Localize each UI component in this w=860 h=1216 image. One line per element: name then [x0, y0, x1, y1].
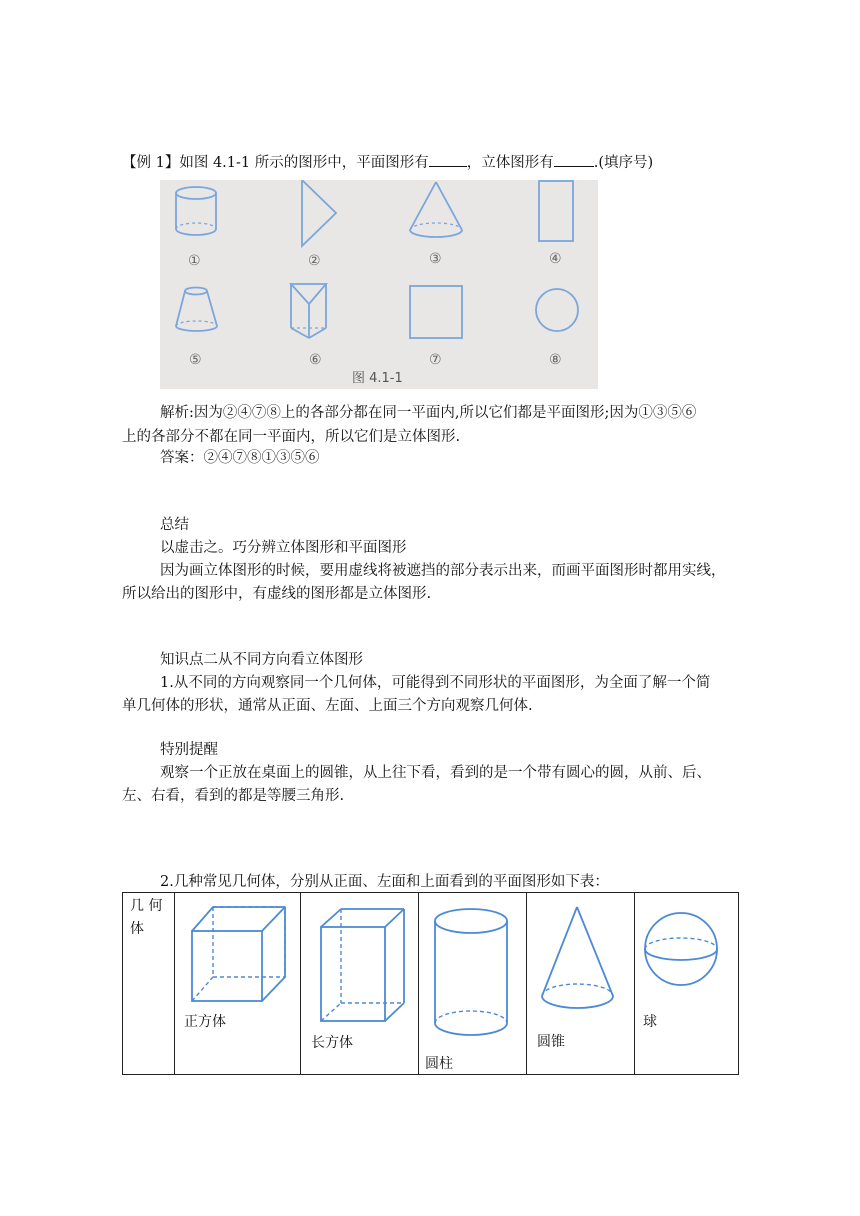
- point2-heading: 知识点二从不同方向看立体图形: [160, 652, 363, 668]
- example-question: [122, 151, 653, 172]
- cuboid-cell: [301, 893, 419, 1075]
- table-intro: 2.几种常见几何体，分别从正面、左面和上面看到的平面图形如下表：: [160, 874, 609, 890]
- point2-line-2: 单几何体的形状，通常从正面、左面、上面三个方向观察几何体.: [122, 698, 533, 714]
- figure-label-6: ⑥: [309, 352, 322, 368]
- summary-line-1: 因为画立体图形的时候，要用虚线将被遮挡的部分表示出来，而画平面图形时都用实线，: [160, 563, 726, 579]
- figure-shapes: [160, 180, 598, 389]
- figure-4-1-1: [160, 180, 598, 389]
- analysis-line-2: 上的各部分不都在同一平面内，所以它们是立体图形.: [122, 429, 461, 445]
- sphere-cell: [635, 893, 739, 1075]
- summary-heading: 总结: [160, 517, 189, 533]
- figure-label-3: ③: [429, 251, 442, 267]
- solids-table: [122, 892, 739, 1075]
- example-mid: ，立体图形有: [466, 155, 554, 171]
- figure-label-4: ④: [549, 251, 562, 267]
- answer-blank-planar: [429, 152, 467, 167]
- summary-line-2: 所以给出的图形中，有虚线的图形都是立体图形.: [122, 586, 432, 602]
- solid-name-cylinder: 圆柱: [425, 1056, 453, 1072]
- cylinder-drawing: [419, 893, 526, 1074]
- figure-label-5: ⑤: [189, 352, 202, 368]
- cube-cell: [175, 893, 301, 1075]
- frustum-figure: [176, 288, 217, 332]
- summary-subtitle: 以虚击之。巧分辨立体图形和平面图形: [160, 540, 407, 556]
- table-row: [123, 893, 739, 1075]
- header-line-2: 体: [130, 921, 144, 937]
- example-suffix: .(填序号): [593, 155, 654, 171]
- prism-figure: [291, 284, 326, 338]
- cylinder-figure: [176, 187, 216, 235]
- cone-cell: [527, 893, 635, 1075]
- solid-name-cone: 圆锥: [537, 1034, 565, 1050]
- solid-name-sphere: 球: [643, 1014, 657, 1030]
- solid-name-cuboid: 长方体: [311, 1035, 353, 1051]
- cone-figure: [410, 182, 462, 237]
- figure-label-1: ①: [188, 253, 201, 269]
- reminder-line-2: 左、右看，看到的都是等腰三角形.: [122, 788, 345, 804]
- reminder-line-1: 观察一个正放在桌面上的圆锥，从上往下看，看到的是一个带有圆心的圆，从前、后、: [160, 765, 711, 781]
- figure-label-7: ⑦: [429, 352, 442, 368]
- rectangle-figure: [539, 181, 573, 241]
- cylinder-cell: [419, 893, 527, 1075]
- reminder-heading: 特别提醒: [160, 742, 218, 758]
- circle-figure: [536, 289, 578, 331]
- answer-line: 答案：②④⑦⑧①③⑤⑥: [160, 450, 320, 466]
- example-prefix: 【例 1】如图 4.1-1 所示的图形中，平面图形有: [122, 155, 429, 171]
- figure-caption: 图 4.1-1: [352, 371, 403, 386]
- header-line-1: 几 何: [130, 898, 163, 914]
- point2-line-1: 1.从不同的方向观察同一个几何体，可能得到不同形状的平面图形，为全面了解一个简: [160, 675, 711, 691]
- cube-drawing: [175, 893, 300, 1074]
- answer-blank-solid: [554, 152, 594, 167]
- square-figure: [410, 286, 462, 338]
- figure-label-8: ⑧: [549, 352, 562, 368]
- analysis-line-1: 解析:因为②④⑦⑧上的各部分都在同一平面内,所以它们都是平面图形;因为①③⑤⑥: [160, 405, 697, 421]
- table-header-cell: [123, 893, 175, 1075]
- triangle-figure: [302, 180, 336, 246]
- figure-label-2: ②: [308, 253, 321, 269]
- sphere-drawing: [635, 893, 738, 1074]
- solid-name-cube: 正方体: [184, 1014, 226, 1030]
